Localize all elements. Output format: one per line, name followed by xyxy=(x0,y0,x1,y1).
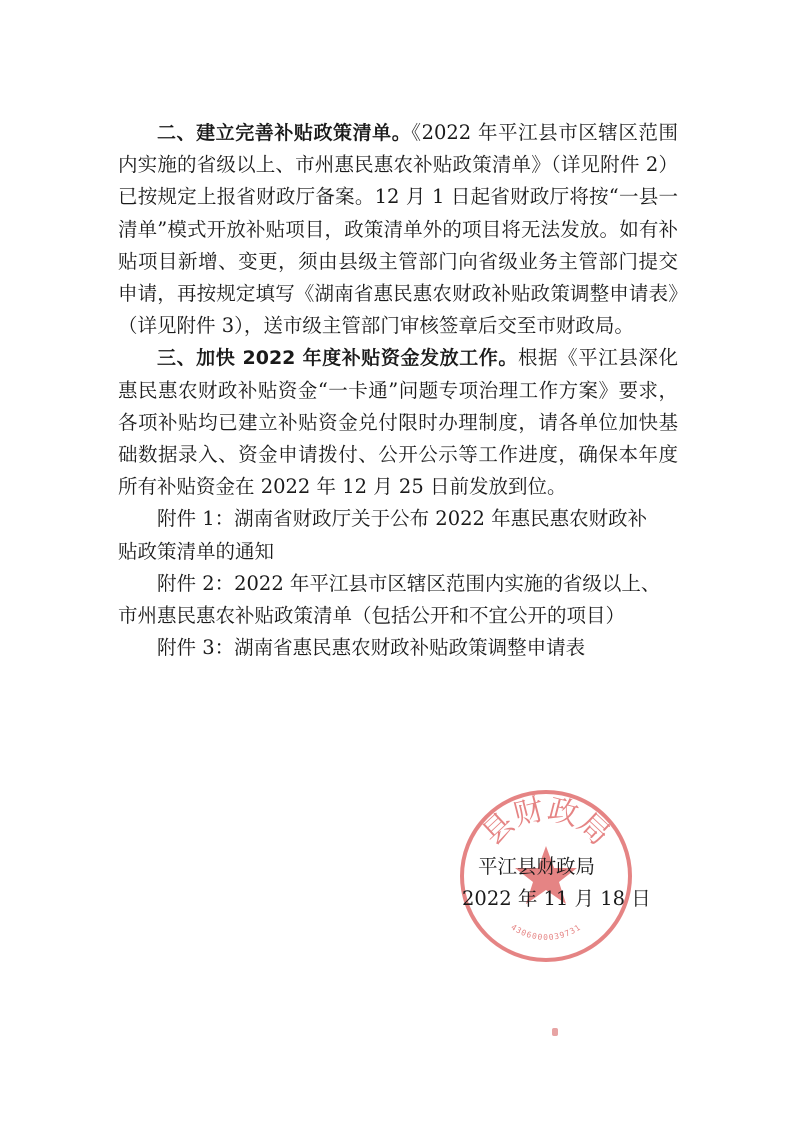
attachment-3-line1: 附件 3：湖南省惠民惠农财政补贴政策调整申请表 xyxy=(157,636,586,660)
binding-mark xyxy=(552,1028,558,1036)
attachment-2-line2: 市州惠民惠农补贴政策清单（包括公开和不宜公开的项目） xyxy=(118,604,626,628)
attachment-1 xyxy=(118,503,678,567)
section-2-body: 《2022 年平江县市区辖区范围内实施的省级以上、市州惠民惠农补贴政策清单》（详见附件 2）已按规定上报省财政厅备案。12 月 1 日起省财政厅将按“一县一清单”模式开放补贴项目，政策清单外的项目将无法发放。如有补贴项目新增、变更，须由县级主管部门向省级业务主管部门提交申请，再按规定填写《湖南省惠民惠农财政补贴政策调整申请表》（详见附件 3），送市级主管部门审核签章后交至市财政局。 xyxy=(118,121,678,338)
seal-title: 县财政局 xyxy=(475,791,617,853)
signature-organization: 平江县财政局 xyxy=(478,855,596,878)
document-body xyxy=(118,117,678,664)
section-2-heading: 二、建立完善补贴政策清单。 xyxy=(157,122,412,144)
section-3-paragraph xyxy=(118,342,678,503)
attachment-2-line1: 附件 2：2022 年平江县市区辖区范围内实施的省级以上、 xyxy=(157,571,661,595)
section-3-heading: 三、加快 2022 年度补贴资金发放工作。 xyxy=(157,347,518,370)
seal-code: 4306000039731 xyxy=(509,922,583,942)
attachment-3 xyxy=(118,632,678,664)
section-3-body: 根据《平江县深化惠民惠农财政补贴资金“一卡通”问题专项治理工作方案》要求，各项补贴均已建立补贴资金兑付限时办理制度，请各单位加快基础数据录入、资金申请拨付、公开公示等工作进度，确保本年度所有补贴资金在 2022 年 12 月 25 日前发放到位。 xyxy=(118,346,678,499)
signature-date: 2022 年 11 月 18 日 xyxy=(462,887,651,910)
attachment-1-line2: 贴政策清单的通知 xyxy=(118,539,275,563)
attachment-2 xyxy=(118,568,678,632)
section-2-paragraph xyxy=(118,117,678,342)
attachment-1-line1: 附件 1：湖南省财政厅关于公布 2022 年惠民惠农财政补 xyxy=(157,507,648,531)
